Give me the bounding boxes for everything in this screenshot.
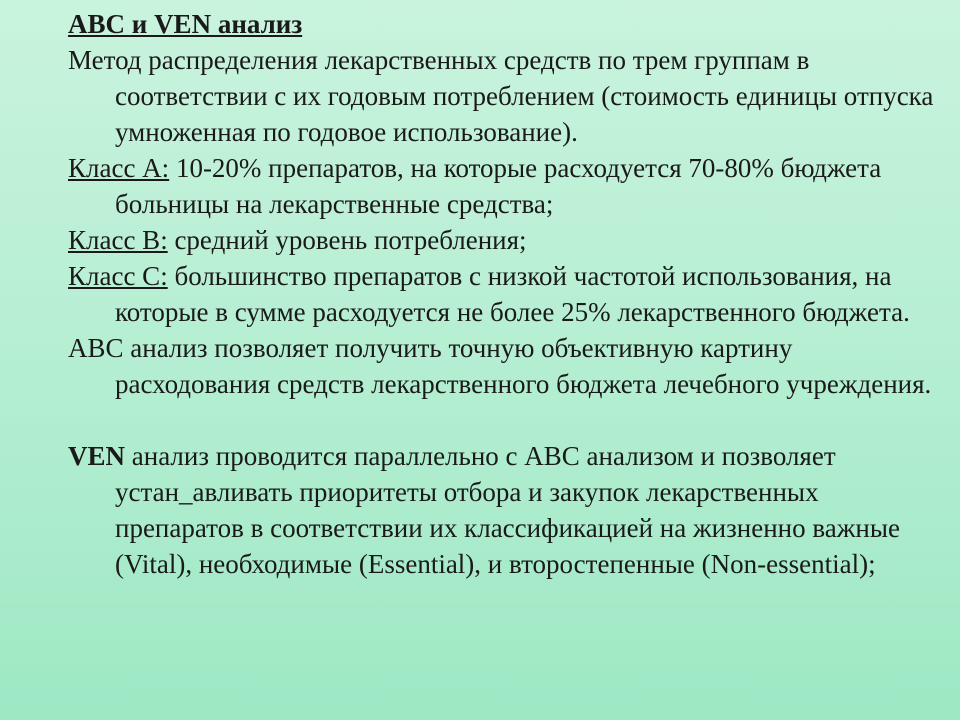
abc-summary-paragraph: АВС анализ позволяет получить точную объективную картину расходования средств лекарственного бюджета лечебного учреждения.	[68, 333, 932, 399]
class-b-text: средний уровень потребления;	[167, 225, 527, 255]
class-a-label: Класс А:	[68, 153, 170, 183]
class-b-label: Класс В:	[68, 225, 168, 255]
ven-paragraph	[68, 438, 948, 582]
slide-title: ABC и VEN анализ	[68, 9, 303, 39]
class-a-paragraph	[68, 150, 948, 222]
class-c-label: Класс С:	[68, 261, 168, 291]
intro-paragraph: Метод распределения лекарственных средств по трем группам в соответствии с их годовым потреблением (стоимость единицы отпуска умноженная по годовое использование).	[68, 45, 934, 147]
class-a-text: 10-20% препаратов, на которые расходуется 70-80% бюджета больницы на лекарственные средства;	[115, 153, 882, 219]
class-c-paragraph	[68, 258, 948, 330]
ven-label: VEN	[68, 441, 126, 471]
ven-text: анализ проводится параллельно с АВС анализом и позволяет устан_авливать приоритеты отбора и закупок лекарственных препаратов в соответствии их классификацией на жизненно важные (Vital), необходимые (Essential), и второстепенные (Non-essential);	[115, 441, 900, 579]
paragraph-spacer	[68, 402, 948, 438]
class-b-paragraph	[68, 222, 948, 258]
class-c-text: большинство препаратов с низкой частотой использования, на которые в сумме расходуется не более 25% лекарственного бюджета.	[115, 261, 910, 327]
slide-content	[68, 6, 948, 582]
